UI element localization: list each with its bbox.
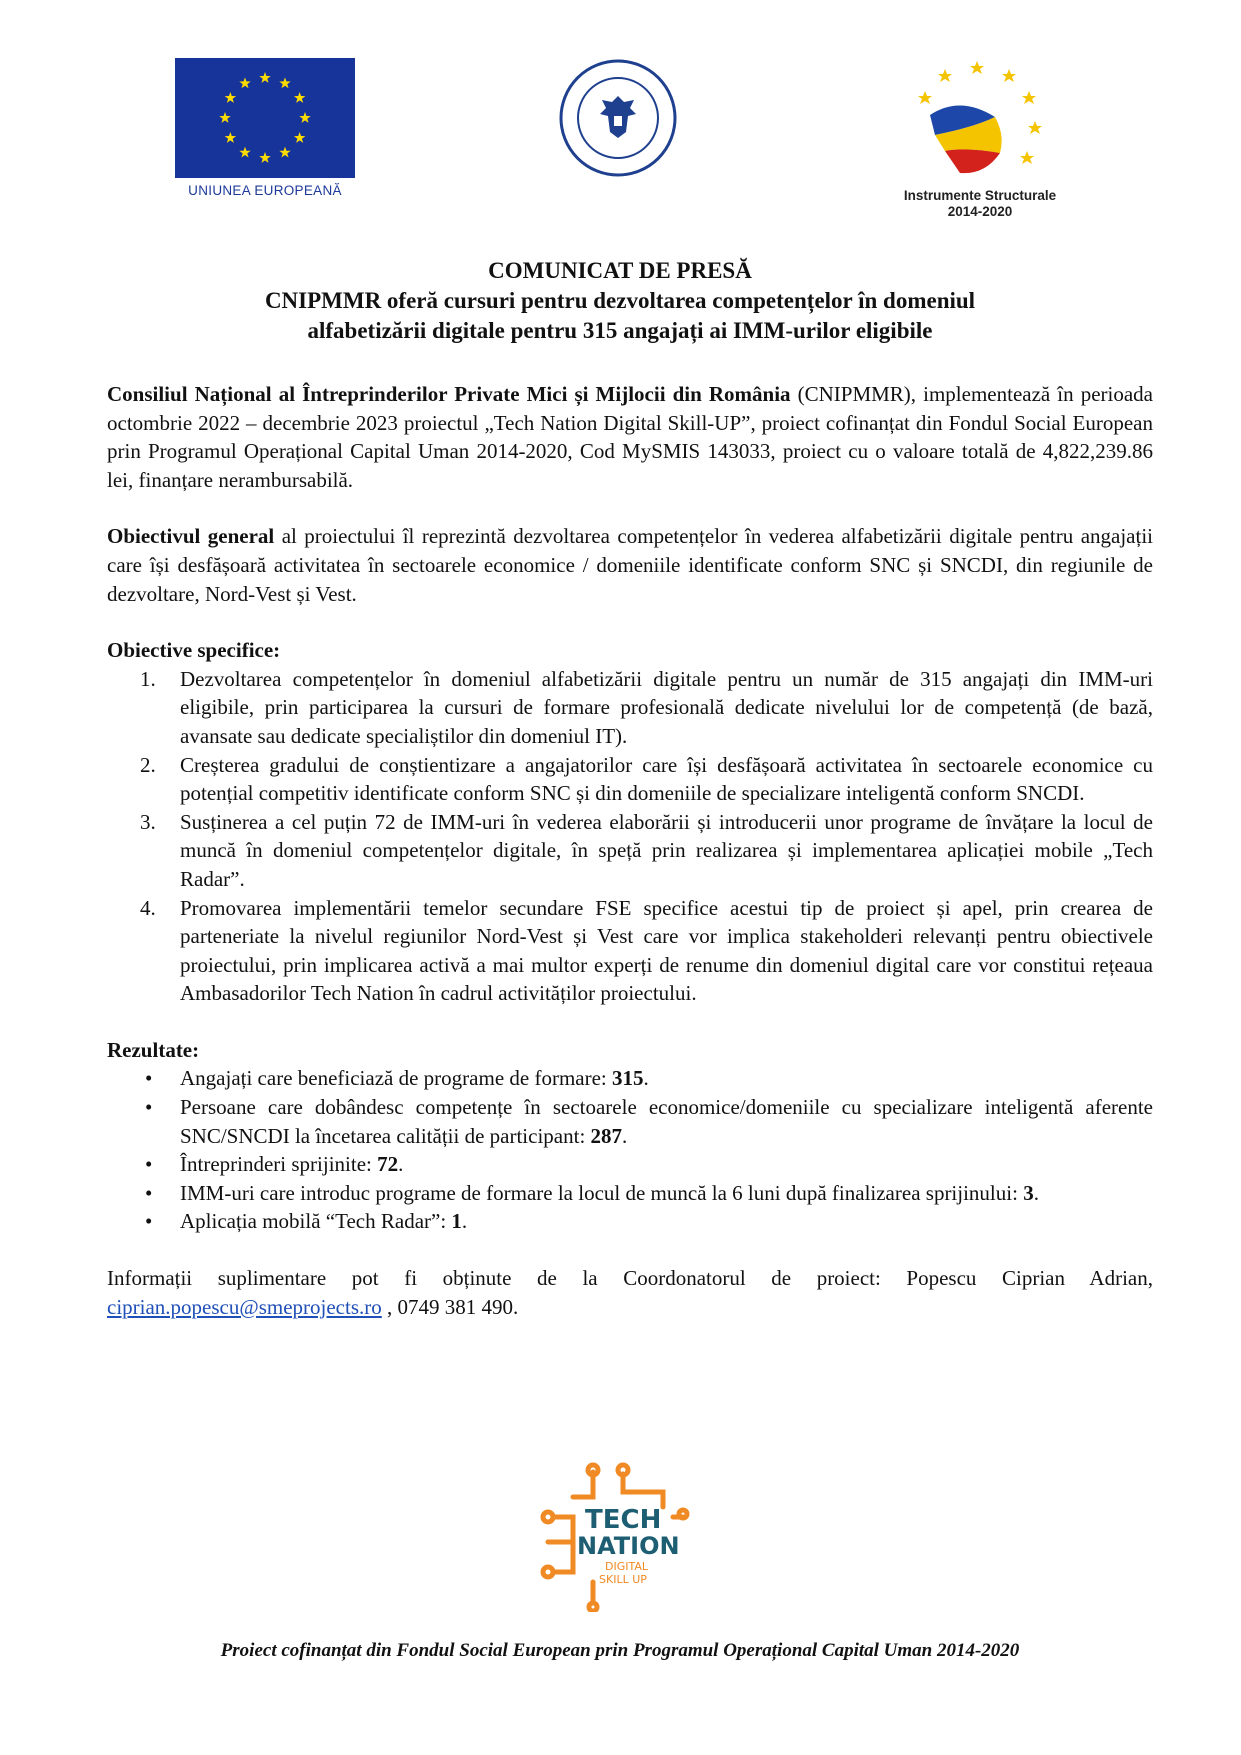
general-objective-bold: Obiectivul general (107, 524, 275, 549)
list-item (107, 1150, 1153, 1179)
svg-text:TECH: TECH (585, 1505, 662, 1535)
eu-flag-logo (175, 58, 355, 178)
result-text: Întreprinderi sprijinite: (180, 1152, 378, 1177)
item-number: 3. (140, 809, 156, 834)
is-caption-line2: 2014-2020 (947, 204, 1013, 219)
subtitle-line2: alfabetizării digitale pentru 315 angajați ai IMM-urilor eligibile (307, 318, 933, 343)
structural-instruments-caption (870, 188, 1090, 220)
structural-instruments-logo (905, 55, 1055, 195)
result-end: . (643, 1066, 649, 1091)
result-text: IMM-uri care introduc programe de formare la locul de muncă la 6 luni după finalizarea sprijinului: (180, 1180, 1024, 1205)
result-text: Aplicația mobilă “Tech Radar”: (180, 1209, 452, 1234)
bullet-icon: • (145, 1066, 153, 1091)
logo-header (0, 0, 1241, 240)
footer-note: Proiect cofinanțat din Fondul Social European prin Programul Operațional Capital Uman 2014-2020 (220, 1640, 1020, 1661)
item-text: Promovarea implementării temelor secundare FSE specifice acestui tip de proiect și apel, prin crearea de parteneriate la nivelul regiunilor Nord-Vest și Vest care vor implica stakeholderi relevanți pentru obiectivele proiectului, prin implicarea activă a mai multor experți de renume din domeniul digital care vor constitui rețeaua Ambasadorilor Tech Nation în cadrul activităților proiectului. (180, 895, 1153, 1006)
intro-paragraph (107, 380, 1153, 494)
item-number: 4. (140, 895, 156, 920)
bullet-icon: • (145, 1095, 153, 1120)
results-title: Rezultate: (107, 1037, 200, 1062)
list-item (107, 1179, 1153, 1208)
specific-objectives-list (107, 665, 1153, 1008)
result-value: 72 (377, 1152, 399, 1177)
subtitle-line1: CNIPMMR oferă cursuri pentru dezvoltarea competențelor în domeniul (264, 288, 976, 313)
result-end: . (461, 1209, 468, 1234)
list-item (107, 1207, 1153, 1236)
item-text: Susținerea a cel puțin 72 de IMM-uri în vederea elaborării și introducerii unor programe de învățare la locul de muncă în domeniul competențelor digitale, în speță prin realizarea și implementarea aplicației mobile „Tech Radar”. (180, 809, 1153, 891)
list-item (107, 1064, 1153, 1093)
list-item (107, 894, 1153, 1008)
tech-nation-logo (533, 1462, 693, 1612)
item-number: 2. (140, 752, 156, 777)
list-item (107, 665, 1153, 751)
result-value: 287 (590, 1123, 623, 1148)
list-item (107, 808, 1153, 894)
bullet-icon: • (145, 1209, 153, 1234)
result-value: 1 (451, 1209, 462, 1234)
svg-text:NATION: NATION (577, 1532, 680, 1560)
is-caption-line1: Instrumente Structurale (903, 188, 1057, 203)
svg-text:SKILL UP: SKILL UP (599, 1573, 647, 1586)
item-number: 1. (140, 666, 156, 691)
result-value: 3 (1023, 1180, 1034, 1205)
bullet-icon: • (145, 1152, 153, 1177)
specific-objectives-title: Obiective specifice: (107, 638, 281, 663)
result-end: . (622, 1123, 628, 1148)
list-item (107, 751, 1153, 808)
general-objective-paragraph (107, 522, 1153, 608)
intro-text: (CNIPMMR), implementează în perioada octombrie 2022 – decembrie 2023 proiectul „Tech Nation Digital Skill-UP”, proiect cofinanțat din Fondul Social European prin Programul Operațional Capital Uman 2014-2020, Cod MySMIS 143033, proiect cu o valoare totală de 4,822,239.86 lei, finanțare nerambursabilă. (107, 382, 1153, 492)
result-end: . (398, 1152, 404, 1177)
general-objective-text: al proiectului îl reprezintă dezvoltarea competențelor în vederea alfabetizării digitale pentru angajații care își desfășoară activitatea în sectoarele economice / domeniile identificate conform SNC și SNCDI, din regiunile de dezvoltare, Nord-Vest și Vest. (107, 524, 1154, 606)
results-list (107, 1064, 1153, 1236)
contact-paragraph (107, 1264, 1153, 1321)
item-text: Creșterea gradului de conștientizare a angajatorilor care își desfășoară activitatea în sectoarele economice cu potențial competitiv identificate conform SNC și din domeniile de specializare inteligentă conform SNCDI. (180, 752, 1153, 806)
contact-email-link[interactable]: ciprian.popescu@smeprojects.ro (107, 1294, 382, 1319)
list-item (107, 1093, 1153, 1150)
intro-bold: Consiliul Național al Întreprinderilor Private Mici și Mijlocii din România (107, 382, 791, 406)
result-value: 315 (612, 1066, 644, 1091)
page-title: COMUNICAT DE PRESĂ (488, 258, 752, 283)
romanian-government-seal-logo (558, 58, 678, 178)
result-text: Persoane care dobândesc competențe în sectoarele economice/domeniile cu specializare inteligentă aferente SNC/SNCDI la încetarea calității de participant: (180, 1095, 1153, 1148)
result-text: Angajați care beneficiază de programe de formare: (180, 1066, 612, 1091)
bullet-icon: • (145, 1180, 153, 1205)
contact-text: Informații suplimentare pot fi obținute de la Coordonatorul de proiect: Popescu Ciprian Adrian, (107, 1266, 1153, 1291)
result-end: . (1033, 1180, 1039, 1205)
eu-caption: UNIUNEA EUROPEANĂ (188, 183, 342, 198)
svg-text:DIGITAL: DIGITAL (605, 1560, 649, 1573)
item-text: Dezvoltarea competențelor în domeniul alfabetizării digitale pentru un număr de 315 angajați din IMM-uri eligibile, prin participarea la cursuri de formare profesională dedicate nivelului lor de competență (de bază, avansate sau dedicate specialiștilor din domeniul IT). (180, 666, 1153, 748)
document-body (107, 380, 1153, 1349)
press-release-heading (100, 256, 1140, 346)
contact-phone: , 0749 381 490. (381, 1294, 519, 1319)
